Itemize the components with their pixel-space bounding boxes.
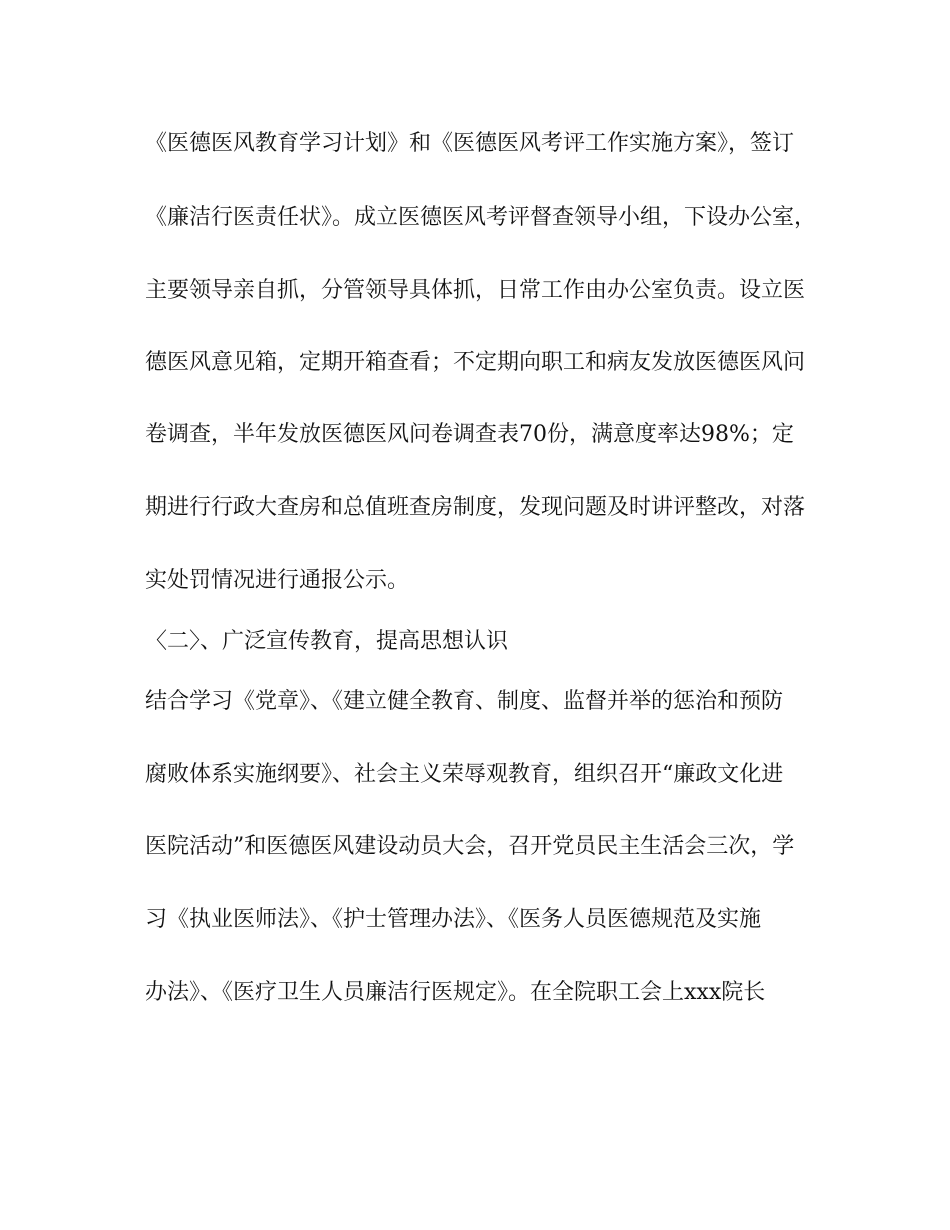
paragraph-line: 习《执业医师法》、《护士管理办法》、《医务人员医德规范及实施 — [145, 907, 762, 932]
paragraph-line: 主要领导亲自抓，分管领导具体抓，日常工作由办公室负责。设立医 — [145, 278, 806, 303]
paragraph-line: 卷调查，半年发放医德医风问卷调查表70份，满意度率达98%；定 — [145, 422, 794, 447]
paragraph-line: 腐败体系实施纲要》、社会主义荣辱观教育，组织召开“廉政文化进 — [145, 762, 784, 787]
paragraph-line: 德医风意见箱，定期开箱查看；不定期向职工和病友发放医德医风问 — [145, 350, 806, 375]
paragraph-line: 办法》、《医疗卫生人员廉洁行医规定》。在全院职工会上xxx院长 — [145, 980, 766, 1005]
paragraph-line: 结合学习《党章》、《建立健全教育、制度、监督并举的惩治和预防 — [145, 689, 784, 714]
paragraph-line: 《医德医风教育学习计划》和《医德医风考评工作实施方案》，签订 — [145, 131, 795, 156]
paragraph-line: 期进行行政大查房和总值班查房制度，发现问题及时讲评整改，对落 — [145, 495, 806, 520]
section-heading: 〈二〉、广泛宣传教育，提高思想认识 — [145, 629, 509, 654]
paragraph-line: 医院活动”和医德医风建设动员大会，召开党员民主生活会三次，学 — [145, 834, 795, 859]
paragraph-line: 实处罚情况进行通报公示。 — [145, 568, 410, 593]
paragraph-line: 《廉洁行医责任状》。成立医德医风考评督查领导小组，下设办公室， — [145, 205, 817, 230]
